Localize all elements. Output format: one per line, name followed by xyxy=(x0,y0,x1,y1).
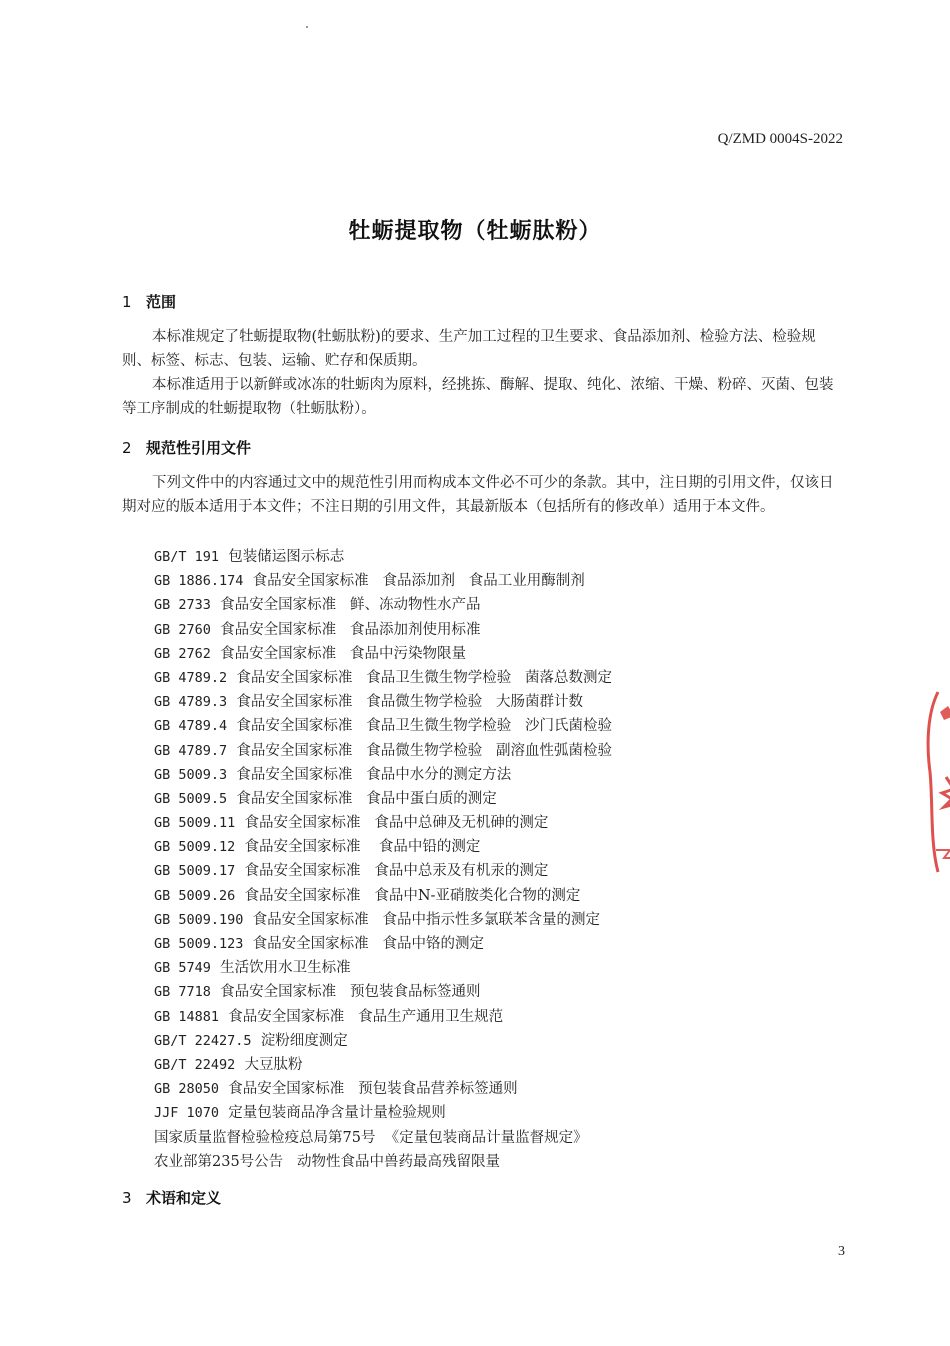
reference-item: GB 2762 食品安全国家标准 食品中污染物限量 xyxy=(154,645,466,662)
reference-item: GB/T 22427.5 淀粉细度测定 xyxy=(154,1032,348,1049)
reference-item: GB 2733 食品安全国家标准 鲜、冻动物性水产品 xyxy=(154,597,481,614)
section-1-paragraph-1: 本标准规定了牡蛎提取物(牡蛎肽粉)的要求、生产加工过程的卫生要求、食品添加剂、检验方法、检验规则、标签、标志、包装、运输、贮存和保质期。 xyxy=(122,329,816,369)
reference-item: JJF 1070 定量包装商品净含量计量检验规则 xyxy=(154,1105,446,1122)
reference-item: GB 4789.7 食品安全国家标准 食品微生物学检验 副溶血性弧菌检验 xyxy=(154,742,613,759)
section-2-paragraph-1: 下列文件中的内容通过文中的规范性引用而构成本文件必不可少的条款。其中，注日期的引用文件，仅该日期对应的版本适用于本文件；不注日期的引用文件，其最新版本（包括所有的修改单）适用于本文件。 xyxy=(122,475,834,515)
reference-item: 农业部第235号公告 动物性食品中兽药最高残留限量 xyxy=(154,1153,501,1170)
reference-item: GB 5009.3 食品安全国家标准 食品中水分的测定方法 xyxy=(154,766,512,783)
scan-speck xyxy=(306,26,308,28)
reference-list xyxy=(154,545,612,1174)
reference-item: 国家质量监督检验检疫总局第75号 《定量包装商品计量监督规定》 xyxy=(154,1129,588,1146)
section-1-heading xyxy=(122,291,176,312)
section-title: 规范性引用文件 xyxy=(146,439,252,457)
reference-item: GB 7718 食品安全国家标准 预包装食品标签通则 xyxy=(154,984,481,1001)
section-2-heading xyxy=(122,437,251,458)
section-1-paragraph-2: 本标准适用于以新鲜或冰冻的牡蛎肉为原料，经挑拣、酶解、提取、纯化、浓缩、干燥、粉碎、灭菌、包装等工序制成的牡蛎提取物（牡蛎肽粉）。 xyxy=(122,377,834,417)
reference-item: GB 4789.2 食品安全国家标准 食品卫生微生物学检验 菌落总数测定 xyxy=(154,669,613,686)
reference-item: GB 5749 生活饮用水卫生标准 xyxy=(154,960,351,977)
reference-item: GB/T 22492 大豆肽粉 xyxy=(154,1056,303,1073)
reference-item: GB 28050 食品安全国家标准 预包装食品营养标签通则 xyxy=(154,1081,518,1098)
reference-item: GB 5009.190 食品安全国家标准 食品中指示性多氯联苯含量的测定 xyxy=(154,911,600,928)
reference-item: GB 5009.123 食品安全国家标准 食品中铬的测定 xyxy=(154,936,484,952)
section-number: 3 xyxy=(122,1189,132,1207)
reference-item: GB 5009.11 食品安全国家标准 食品中总砷及无机砷的测定 xyxy=(154,815,549,832)
page-title: 牡蛎提取物（牡蛎肽粉） xyxy=(348,219,602,244)
reference-item: GB 5009.26 食品安全国家标准 食品中N-亚硝胺类化合物的测定 xyxy=(154,887,581,904)
official-seal-stamp xyxy=(918,682,950,882)
section-title: 术语和定义 xyxy=(146,1189,222,1207)
reference-item: GB 1886.174 食品安全国家标准 食品添加剂 食品工业用酶制剂 xyxy=(154,573,585,590)
section-number: 1 xyxy=(122,293,132,311)
page-number: 3 xyxy=(838,1244,845,1259)
reference-item: GB 5009.12 食品安全国家标准 食品中铅的测定 xyxy=(154,839,481,856)
document-code: Q/ZMD 0004S-2022 xyxy=(717,131,843,147)
reference-item: GB 14881 食品安全国家标准 食品生产通用卫生规范 xyxy=(154,1008,504,1025)
reference-item: GB/T 191 包装储运图示标志 xyxy=(154,549,345,565)
reference-item: GB 5009.5 食品安全国家标准 食品中蛋白质的测定 xyxy=(154,790,497,807)
reference-item: GB 5009.17 食品安全国家标准 食品中总汞及有机汞的测定 xyxy=(154,863,549,880)
reference-item: GB 2760 食品安全国家标准 食品添加剂使用标准 xyxy=(154,621,481,638)
section-number: 2 xyxy=(122,439,132,457)
reference-item: GB 4789.3 食品安全国家标准 食品微生物学检验 大肠菌群计数 xyxy=(154,694,584,711)
section-3-heading xyxy=(122,1187,221,1208)
reference-item: GB 4789.4 食品安全国家标准 食品卫生微生物学检验 沙门氏菌检验 xyxy=(154,718,613,735)
section-title: 范围 xyxy=(146,293,177,311)
